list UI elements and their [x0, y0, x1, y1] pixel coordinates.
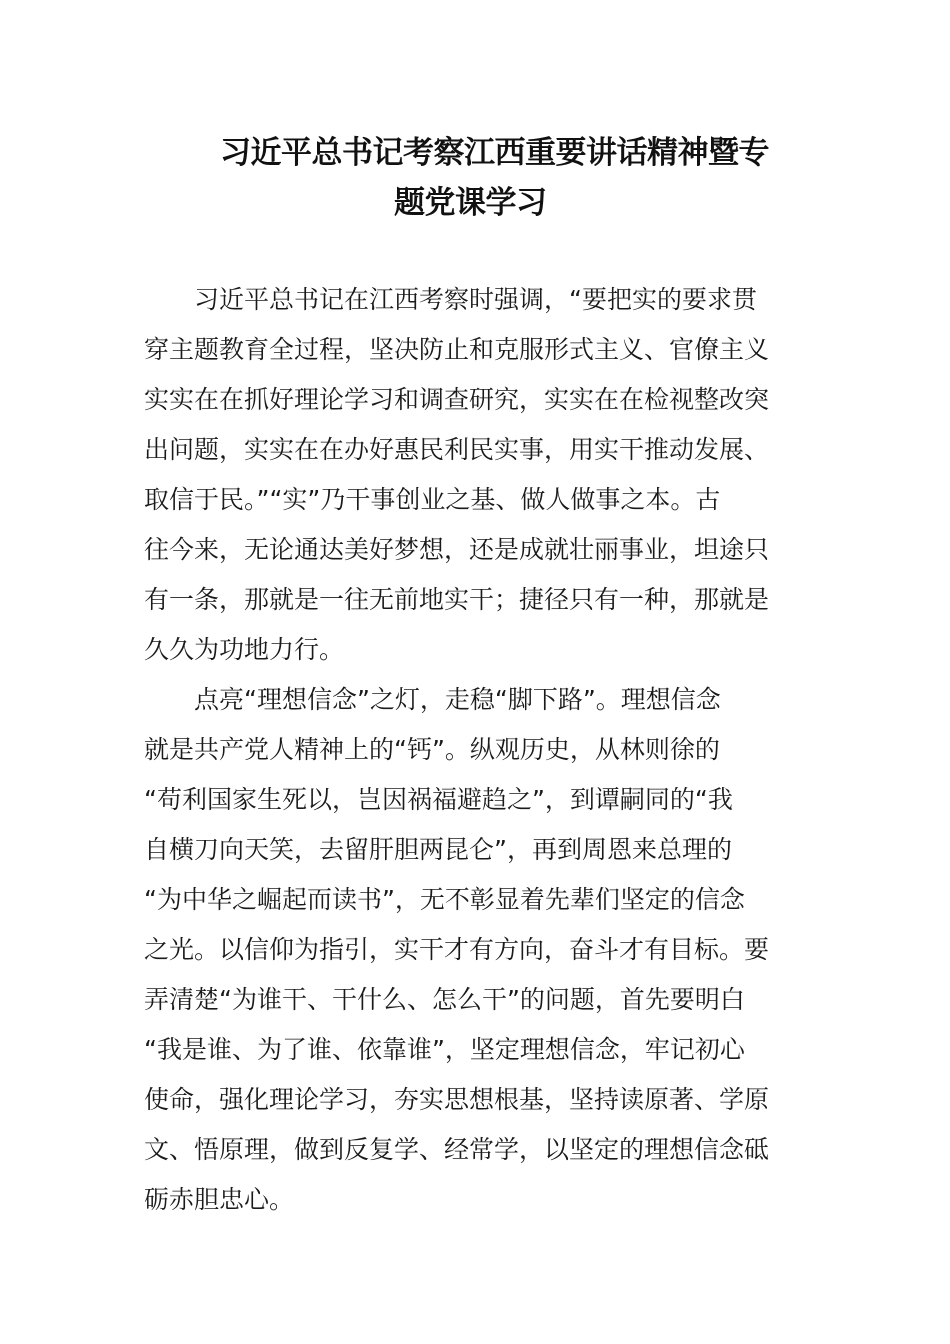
paragraph-line: 往今来，无论通达美好梦想，还是成就壮丽事业，坦途只 — [144, 535, 770, 564]
paragraph-line: “苟利国家生死以，岂因祸福避趋之”，到谭嗣同的“我 — [144, 785, 733, 814]
paragraph-line: 弄清楚“为谁干、干什么、怎么干”的问题，首先要明白 — [144, 985, 745, 1014]
paragraph-line: “为中华之崛起而读书”，无不彰显着先辈们坚定的信念 — [144, 885, 745, 914]
paragraph-line: 习近平总书记在江西考察时强调，“要把实的要求贯 — [194, 285, 757, 314]
paragraph-line: 出问题，实实在在办好惠民利民实事，用实干推动发展、 — [144, 435, 770, 464]
title-line-2: 题党课学习 — [394, 185, 547, 221]
paragraph-line: 文、悟原理，做到反复学、经常学，以坚定的理想信念砥 — [144, 1135, 770, 1164]
paragraph-line: 穿主题教育全过程，坚决防止和克服形式主义、官僚主义 — [144, 335, 770, 364]
paragraph-line: 点亮“理想信念”之灯，走稳“脚下路”。理想信念 — [194, 685, 721, 714]
paragraph-line: 之光。以信仰为指引，实干才有方向，奋斗才有目标。要 — [144, 935, 770, 964]
paragraph-line: 就是共产党人精神上的“钙”。纵观历史，从林则徐的 — [144, 735, 720, 764]
document-body — [144, 275, 806, 1225]
paragraph-line: 有一条，那就是一往无前地实干；捷径只有一种，那就是 — [144, 585, 770, 614]
paragraph-2 — [144, 675, 806, 1225]
paragraph-line: 取信于民。”“实”乃干事创业之基、做人做事之本。古 — [144, 485, 721, 514]
paragraph-line: “我是谁、为了谁、依靠谁”，坚定理想信念，牢记初心 — [144, 1035, 745, 1064]
paragraph-1 — [144, 275, 806, 675]
paragraph-line: 自横刀向天笑，去留肝胆两昆仑”，再到周恩来总理的 — [144, 835, 732, 864]
paragraph-line: 实实在在抓好理论学习和调查研究，实实在在检视整改突 — [144, 385, 770, 414]
paragraph-line: 久久为功地力行。 — [144, 635, 345, 664]
title-line-1: 习近平总书记考察江西重要讲话精神暨专 — [220, 135, 769, 171]
paragraph-line: 使命，强化理论学习，夯实思想根基，坚持读原著、学原 — [144, 1085, 770, 1114]
paragraph-line: 砺赤胆忠心。 — [144, 1185, 295, 1214]
document-title — [144, 128, 808, 228]
